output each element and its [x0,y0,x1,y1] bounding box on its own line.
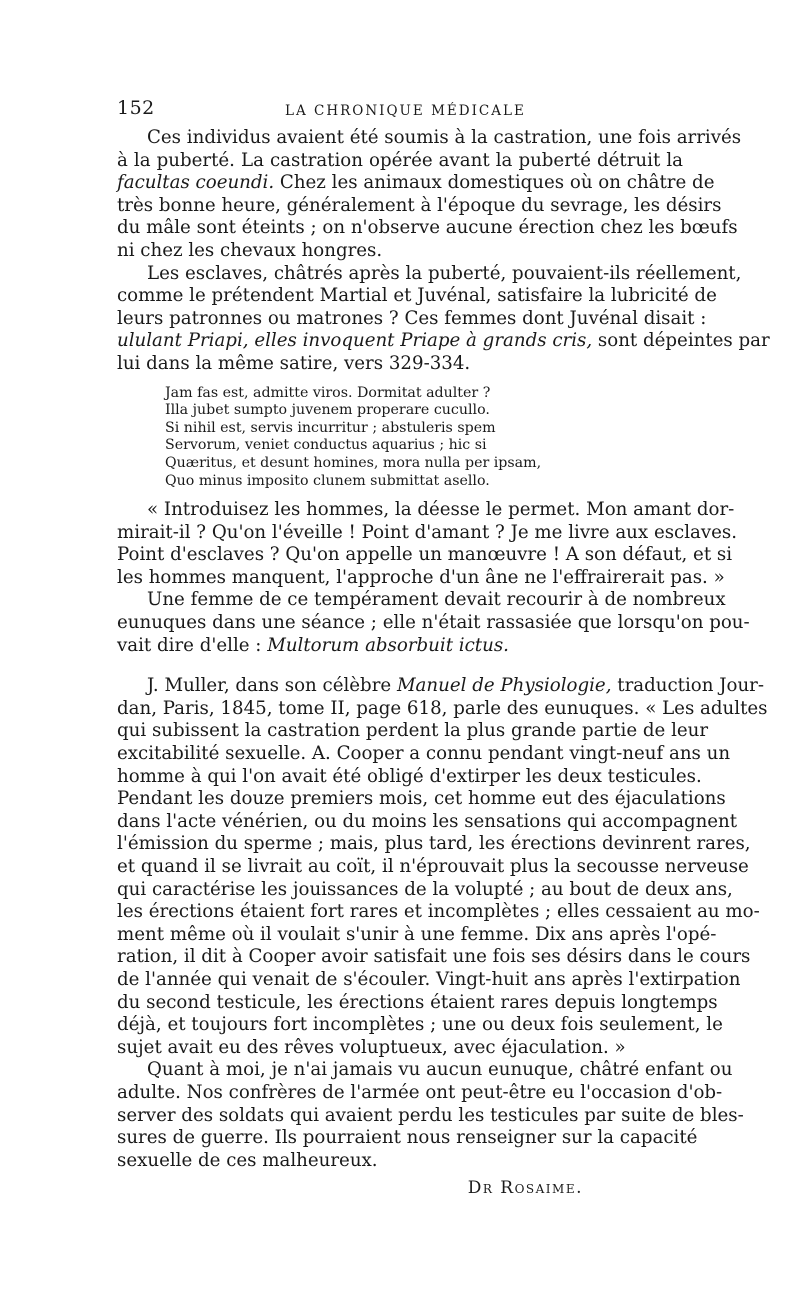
text-line: très bonne heure, généralement à l'époque du sevrage, les désirs [117,194,722,216]
text-line: homme à qui l'on avait été obligé d'extirper les deux testicules. [117,765,702,787]
paragraph-esclaves [117,262,770,376]
text-line: excitabilité sexuelle. A. Cooper a connu pendant vingt-neuf ans un [117,743,731,765]
text-line: Pendant les douze premiers mois, cet homme eut des éjaculations [117,788,726,810]
text-line: comme le prétendent Martial et Juvénal, satisfaire la lubricité de [117,285,717,307]
text-line: du second testicule, les érections étaient rares depuis longtemps [117,991,718,1013]
text-line: « Introduisez les hommes, la déesse le permet. Mon amant dor- [147,499,735,521]
text-line: dan, Paris, 1845, tome II, page 618, parle des eunuques. « Les adultes [117,697,768,719]
text-line: eunuques dans une séance ; elle n'était rassasiée que lorsqu'on pou- [117,612,750,634]
text-line: leurs patronnes ou matrones ? Ces femmes dont Juvénal disait : [117,307,707,329]
text-line: Ces individus avaient été soumis à la castration, une fois arrivés [147,127,742,148]
section-gap [117,657,683,675]
text-line [117,172,715,195]
signature [117,1176,683,1206]
quote-line: Illa jubet sumpto juvenem properare cucullo. [165,402,490,419]
text-line: les hommes manquent, l'approche d'un âne ne l'effrairerait pas. » [117,566,725,588]
italic-phrase: ululant Priapi, elles invoquent Priape à grands cris, [117,330,593,352]
text-line: à la puberté. La castration opérée avant la puberté détruit la [117,149,683,171]
text-line: ration, il dit à Cooper avoir satisfait une fois ses désirs dans le cours [117,946,751,968]
italic-phrase: Multorum absorbuit ictus. [267,634,509,656]
text-line: qui caractérise les jouissances de la volupté ; au bout de deux ans, [117,878,733,900]
text-line: déjà, et toujours fort incomplètes ; une ou deux fois seulement, le [117,1014,723,1036]
page-number: 152 [117,97,155,119]
text-fragment: J. Muller, dans son célèbre [147,675,397,697]
quote-line: Jam fas est, admitte viros. Dormitat adulter ? [165,384,491,401]
text-line: de l'année qui venait de s'écouler. Vingt-huit ans après l'extirpation [117,968,741,990]
paragraph-castration [117,127,742,263]
text-line: sujet avait eu des rêves voluptueux, avec éjaculation. » [117,1036,626,1058]
text-line: sexuelle de ces malheureux. [117,1149,378,1171]
running-head [117,97,683,127]
text-line: dans l'acte vénérien, ou du moins les sensations qui accompagnent [117,810,738,832]
paragraph-temperament [117,589,750,657]
text-line: et quand il se livrait au coït, il n'éprouvait plus la secousse nerveuse [117,856,749,877]
running-title: LA CHRONIQUE MÉDICALE [285,103,526,119]
body-text [117,127,770,1172]
text-line [117,675,765,698]
paragraph-muller [117,675,768,1059]
text-line: sures de guerre. Ils pourraient nous renseigner sur la capacité [117,1127,698,1149]
quote-line: Si nihil est, servis incurritur ; abstuleris spem [165,419,496,436]
text-line: Point d'esclaves ? Qu'on appelle un manœuvre ! A son défaut, et si [117,544,733,566]
quote-line: Quo minus imposito clunem submittat asello. [165,472,490,489]
text-line: adulte. Nos confrères de l'armée ont peut-être eu l'occasion d'ob- [117,1081,723,1103]
text-fragment: Chez les animaux domestiques où on châtre de [274,172,715,194]
text-line: Quant à moi, je n'ai jamais vu aucun eunuque, châtré enfant ou [147,1059,733,1081]
text-line: les érections étaient fort rares et incomplètes ; elles cessaient au mo- [117,901,760,923]
latin-quotation [165,385,683,491]
text-line: l'émission du sperme ; mais, plus tard, les érections devinrent rares, [117,833,751,855]
page [117,97,770,1206]
text-line: du mâle sont éteints ; on n'observe aucune érection chez les bœufs [117,217,738,239]
italic-phrase: Manuel de Physiologie, [396,675,612,697]
paragraph-translation [117,499,738,589]
text-line: qui subissent la castration perdent la plus grande partie de leur [117,720,709,742]
quote-line: Quæritus, et desunt homines, mora nulla per ipsam, [165,454,542,471]
text-line: mirait-il ? Qu'on l'éveille ! Point d'amant ? Je me livre aux esclaves. [117,521,738,543]
text-line: lui dans la même satire, vers 329-334. [117,352,471,374]
text-line [117,330,770,353]
text-line: ni chez les chevaux hongres. [117,239,383,261]
author-signature: Dr Rosaime. [467,1178,583,1199]
text-line: Une femme de ce tempérament devait recourir à de nombreux [147,589,726,611]
italic-phrase: facultas coeundi. [117,172,275,194]
text-line [117,635,683,658]
paragraph-conclusion [117,1059,744,1172]
text-fragment: sont dépeintes par [592,330,770,352]
quote-line: Servorum, veniet conductus aquarius ; hic si [165,437,487,454]
text-line: ment même où il voulait s'unir à une femme. Dix ans après l'opé- [117,923,717,945]
text-fragment: traduction Jour- [611,675,765,697]
text-line: Les esclaves, châtrés après la puberté, pouvaient-ils réellement, [147,262,742,284]
text-fragment: vait dire d'elle : [117,634,268,656]
text-line: server des soldats qui avaient perdu les testicules par suite de bles- [117,1104,744,1126]
